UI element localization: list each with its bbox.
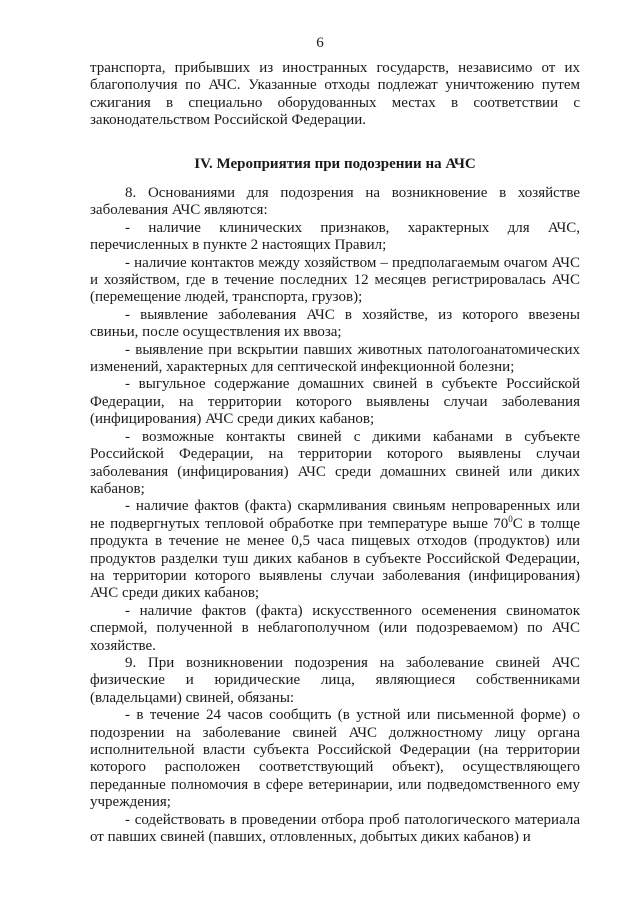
bullet-wild-boar-contacts: - возможные контакты свиней с дикими кабанами в субъекте Российской Федерации, на территории которого выявлены случаи заболевания (инфицирования) АЧС среди домашних свиней или диких кабанов; bbox=[90, 428, 580, 497]
bullet-detection-after-import: - выявление заболевания АЧС в хозяйстве, из которого ввезены свиньи, после осуществления их ввоза; bbox=[90, 306, 580, 341]
duty-report-24h: - в течение 24 часов сообщить (в устной или письменной форме) о подозрении на заболевание свиней АЧС должностному лицу органа исполнительной власти субъекта Российской Федерации (на территории которого расположен соответствующий объект), осуществляющего переданные полномочия в сфере ветеринарии, или подведомственного ему учреждения; bbox=[90, 707, 580, 811]
intro-paragraph: транспорта, прибывших из иностранных государств, независимо от их благополучия по АЧС. Указанные отходы подлежат уничтожению путем сжигания в специально оборудованных местах в соответствии с законодательством Российской Федерации. bbox=[90, 60, 580, 129]
bullet-autopsy-findings: - выявление при вскрытии павших животных патологоанатомических изменений, характерных для септической инфекционной болезни; bbox=[90, 341, 580, 376]
bullet-free-range-keeping: - выгульное содержание домашних свиней в субъекте Российской Федерации, на территории которого выявлены случаи заболевания (инфицирования) АЧС среди диких кабанов; bbox=[90, 376, 580, 428]
bullet-clinical-signs: - наличие клинических признаков, характерных для АЧС, перечисленных в пункте 2 настоящих Правил; bbox=[90, 219, 580, 254]
bullet-contacts: - наличие контактов между хозяйством – предполагаемым очагом АЧС и хозяйством, где в течение последних 12 месяцев регистрировалась АЧС (перемещение людей, транспорта, грузов); bbox=[90, 254, 580, 306]
bullet-feeding-waste bbox=[90, 498, 580, 602]
page-number: 6 bbox=[316, 35, 324, 51]
feeding-text-part1: - наличие фактов (факта) скармливания свиньям непроваренных или не подвергнутых тепловой обработке при температуре выше 70 bbox=[90, 498, 580, 532]
feeding-text-part2: С в толще продукта в течение не менее 0,5 часа пищевых отходов (продуктов) или продуктов разделки туш диких кабанов в субъекте Российской Федерации, на территории которого выявлены случаи заболевания (инфицирования) АЧС среди диких кабанов; bbox=[90, 515, 580, 602]
paragraph-8: 8. Основаниями для подозрения на возникновение в хозяйстве заболевания АЧС являются: bbox=[90, 185, 580, 219]
bullet-insemination: - наличие фактов (факта) искусственного осеменения свиноматок спермой, полученной в неблагополучном (или подозреваемом) по АЧС хозяйстве. bbox=[90, 602, 580, 654]
intro-block bbox=[90, 60, 580, 130]
body-block bbox=[90, 185, 580, 846]
duty-assist-sampling: - содействовать в проведении отбора проб патологического материала от павших свиней (павших, отловленных, добытых диких кабанов) и bbox=[90, 811, 580, 846]
paragraph-9: 9. При возникновении подозрения на заболевание свиней АЧС физические и юридические лица, являющиеся собственниками (владельцами) свиней, обязаны: bbox=[90, 654, 580, 706]
degree-superscript: 0 bbox=[508, 513, 513, 524]
section-heading: IV. Мероприятия при подозрении на АЧС bbox=[194, 156, 476, 172]
